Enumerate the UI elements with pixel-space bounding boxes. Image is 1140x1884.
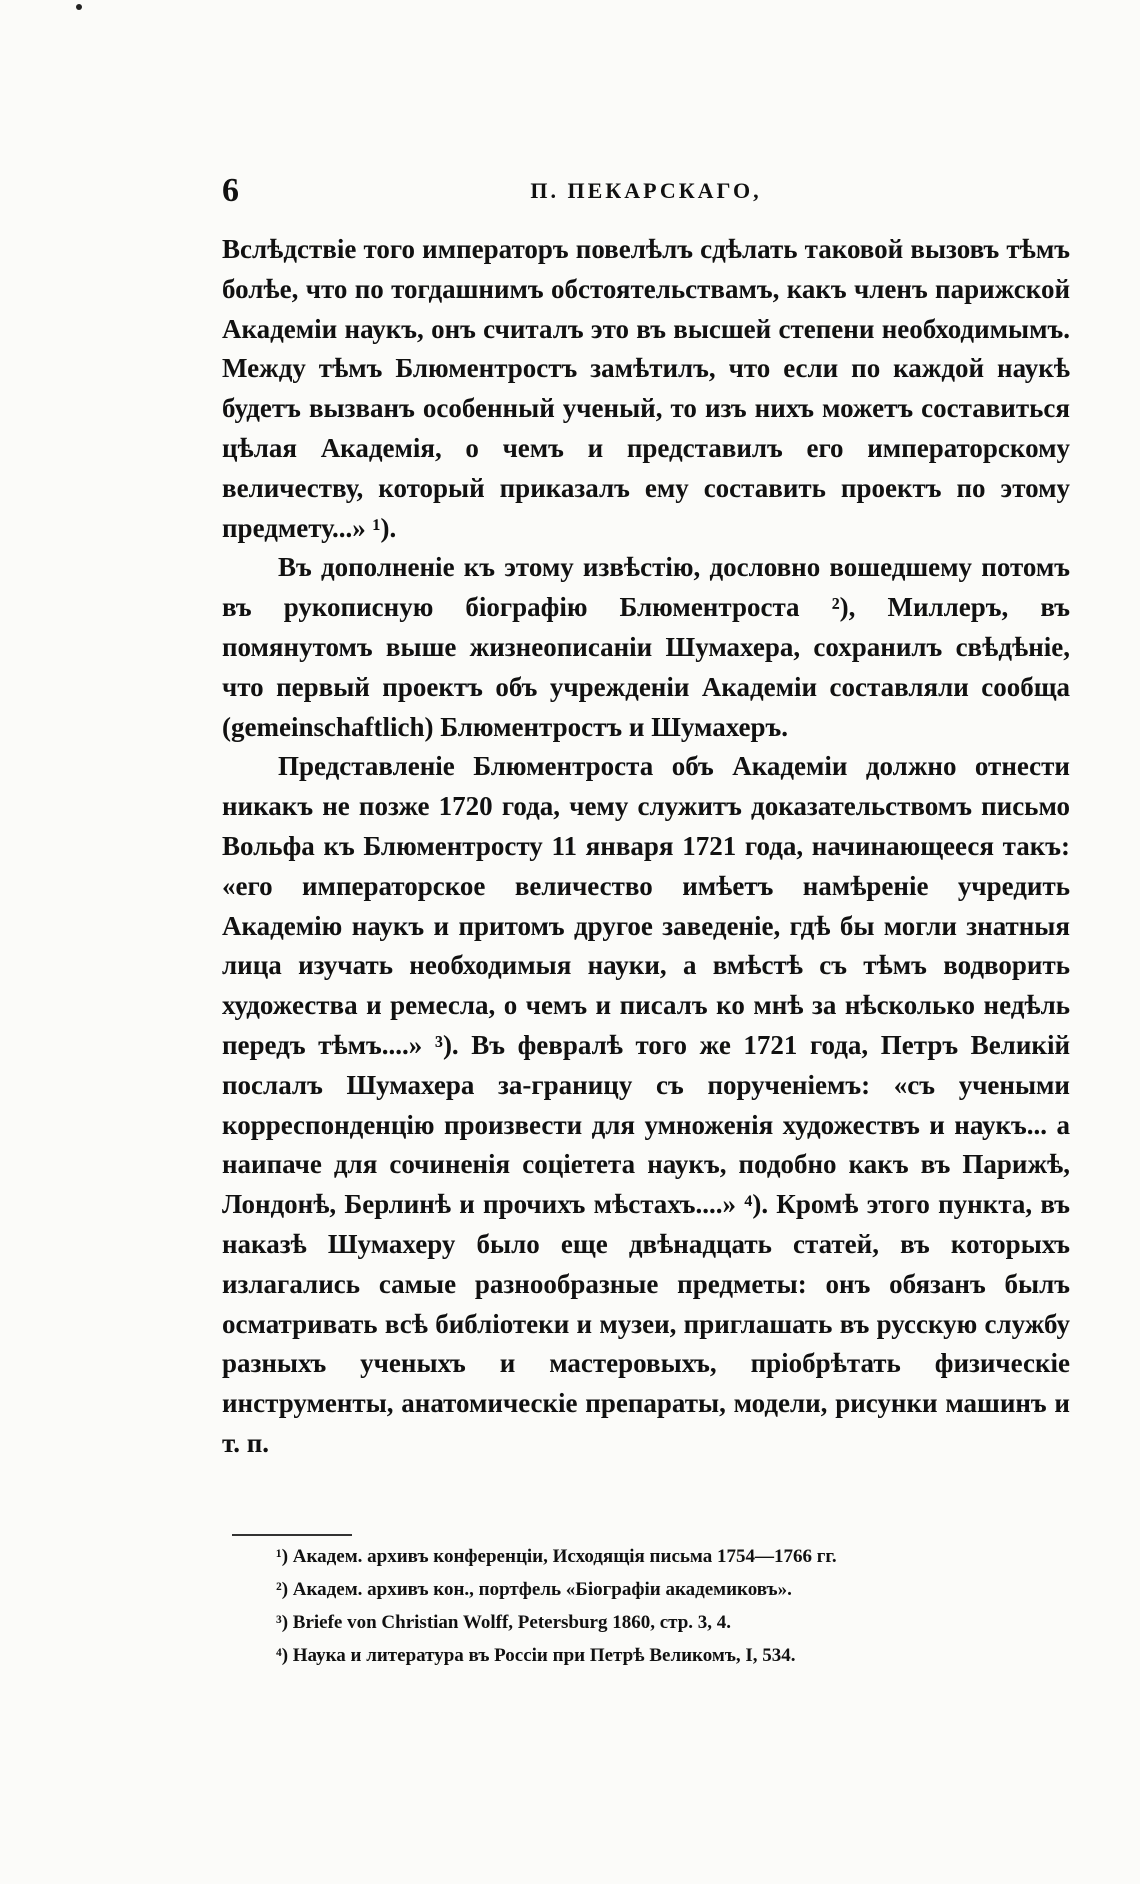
page-header bbox=[222, 172, 1070, 212]
body-text bbox=[222, 230, 1070, 1464]
paragraph-3: Представленіе Блюментроста объ Академіи должно отнести никакъ не позже 1720 года, чему служитъ доказательствомъ письмо Вольфа къ Блюментросту 11 января 1721 года, начинающееся такъ: «его императорское величество имѣетъ намѣреніе учредить Академію наукъ и притомъ другое заведеніе, гдѣ бы могли знатныя лица изучать необходимыя науки, а вмѣстѣ съ тѣмъ водворить художества и ремесла, о чемъ и писалъ ко мнѣ за нѣсколько недѣль передъ тѣмъ....» ³). Въ февралѣ того же 1721 года, Петръ Великій послалъ Шумахера за-границу съ порученіемъ: «съ учеными корреспонденцію произвести для умноженія художествъ и наукъ... а наипаче для сочиненія соціетета наукъ, подобно какъ въ Парижѣ, Лондонѣ, Берлинѣ и прочихъ мѣстахъ....» ⁴). Кромѣ этого пункта, въ наказѣ Шумахеру было еще двѣнадцать статей, въ которыхъ излагались самые разнообразные предметы: онъ обязанъ былъ осматривать всѣ библіотеки и музеи, приглашать въ русскую службу разныхъ ученыхъ и мастеровыхъ, пріобрѣтать физическіе инструменты, анатомическіе препараты, модели, рисунки машинъ и т. п. bbox=[222, 751, 1070, 1458]
paragraph-1: Вслѣдствіе того императоръ повелѣлъ сдѣлать таковой вызовъ тѣмъ болѣе, что по тогдашнимъ обстоятельствамъ, какъ членъ парижской Академіи наукъ, онъ считалъ это въ высшей степени необходимымъ. Между тѣмъ Блюментростъ замѣтилъ, что если по каждой наукѣ будетъ вызванъ особенный ученый, то изъ нихъ можетъ составиться цѣлая Академія, о чемъ и представилъ его императорскому величеству, который приказалъ ему составить проектъ по этому предмету...» ¹). bbox=[222, 234, 1070, 543]
footnote-4: ⁴) Наука и литература въ Россіи при Петрѣ Великомъ, I, 534. bbox=[276, 1645, 796, 1666]
footnote-rule bbox=[232, 1534, 352, 1536]
footnote-1: ¹) Академ. архивъ конференціи, Исходящія письма 1754—1766 гг. bbox=[276, 1546, 837, 1567]
ink-speck bbox=[76, 4, 82, 10]
footnotes bbox=[276, 1540, 1056, 1672]
paragraph-2: Въ дополненіе къ этому извѣстію, дословно вошедшему потомъ въ рукописную біографію Блюментроста ²), Миллеръ, въ помянутомъ выше жизнеописаніи Шумахера, сохранилъ свѣдѣніе, что первый проектъ объ учрежденіи Академіи составляли сообща (gemeinschaftlich) Блюментростъ и Шумахеръ. bbox=[222, 552, 1070, 742]
page-number: 6 bbox=[222, 172, 239, 209]
footnote-3: ³) Briefe von Christian Wolff, Petersburg 1860, стр. 3, 4. bbox=[276, 1612, 732, 1633]
running-head: П. ПЕКАРСКАГО, bbox=[530, 178, 762, 203]
footnote-2: ²) Академ. архивъ кон., портфель «Біографіи академиковъ». bbox=[276, 1579, 792, 1600]
